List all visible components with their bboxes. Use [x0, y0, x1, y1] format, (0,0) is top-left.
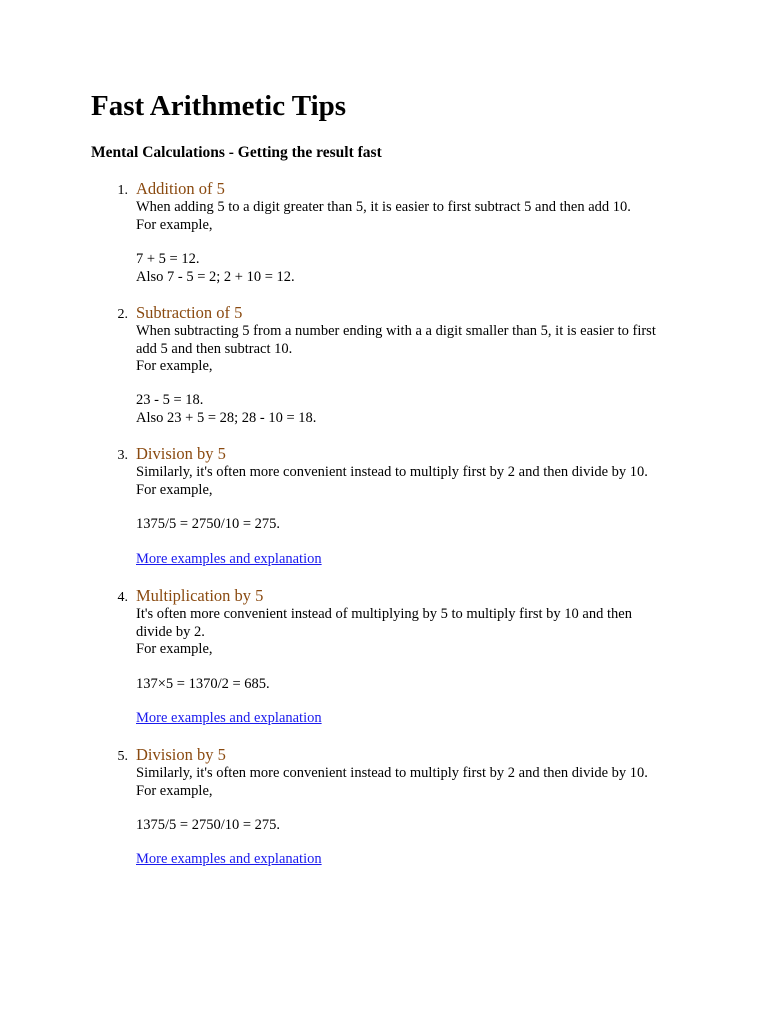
item-example-line: 1375/5 = 2750/10 = 275. [136, 516, 281, 532]
item-text-line: When adding 5 to a digit greater than 5, it is easier to first subtract 5 and then add 10. [136, 199, 631, 215]
list-item-number: 3. [117, 448, 128, 463]
item-heading: Division by 5 [136, 444, 226, 463]
item-text-line: Similarly, it's often more convenient instead to multiply first by 2 and then divide by 10. [136, 464, 648, 480]
more-examples-link[interactable]: More examples and explanation [136, 551, 322, 567]
item-text-line: For example, [136, 783, 213, 799]
list-item-number: 5. [117, 749, 128, 764]
item-example-line: 137×5 = 1370/2 = 685. [136, 676, 270, 692]
item-text-line: For example, [136, 482, 213, 498]
item-text-line: For example, [136, 641, 213, 657]
list-item-number: 1. [117, 183, 128, 198]
list-item-number: 2. [117, 307, 128, 322]
item-example-line: Also 23 + 5 = 28; 28 - 10 = 18. [136, 410, 317, 426]
item-text-line: Similarly, it's often more convenient instead to multiply first by 2 and then divide by 10. [136, 765, 648, 781]
item-example-line: Also 7 - 5 = 2; 2 + 10 = 12. [136, 269, 295, 285]
list-item-number: 4. [117, 590, 128, 605]
item-heading: Subtraction of 5 [136, 303, 243, 322]
page-subtitle: Mental Calculations - Getting the result fast [91, 144, 382, 161]
item-text-line: It's often more convenient instead of multiplying by 5 to multiply first by 10 and then [136, 606, 632, 622]
item-text-line: When subtracting 5 from a number ending with a a digit smaller than 5, it is easier to first [136, 323, 656, 339]
item-example-line: 23 - 5 = 18. [136, 392, 204, 408]
item-heading: Addition of 5 [136, 179, 225, 198]
item-text-line: For example, [136, 217, 213, 233]
item-text-line: divide by 2. [136, 624, 205, 640]
more-examples-link[interactable]: More examples and explanation [136, 851, 322, 867]
more-examples-link[interactable]: More examples and explanation [136, 710, 322, 726]
item-example-line: 7 + 5 = 12. [136, 251, 200, 267]
item-example-line: 1375/5 = 2750/10 = 275. [136, 817, 281, 833]
page-title: Fast Arithmetic Tips [91, 90, 347, 122]
item-text-line: add 5 and then subtract 10. [136, 341, 293, 357]
item-heading: Multiplication by 5 [136, 586, 264, 605]
item-heading: Division by 5 [136, 745, 226, 764]
item-text-line: For example, [136, 358, 213, 374]
